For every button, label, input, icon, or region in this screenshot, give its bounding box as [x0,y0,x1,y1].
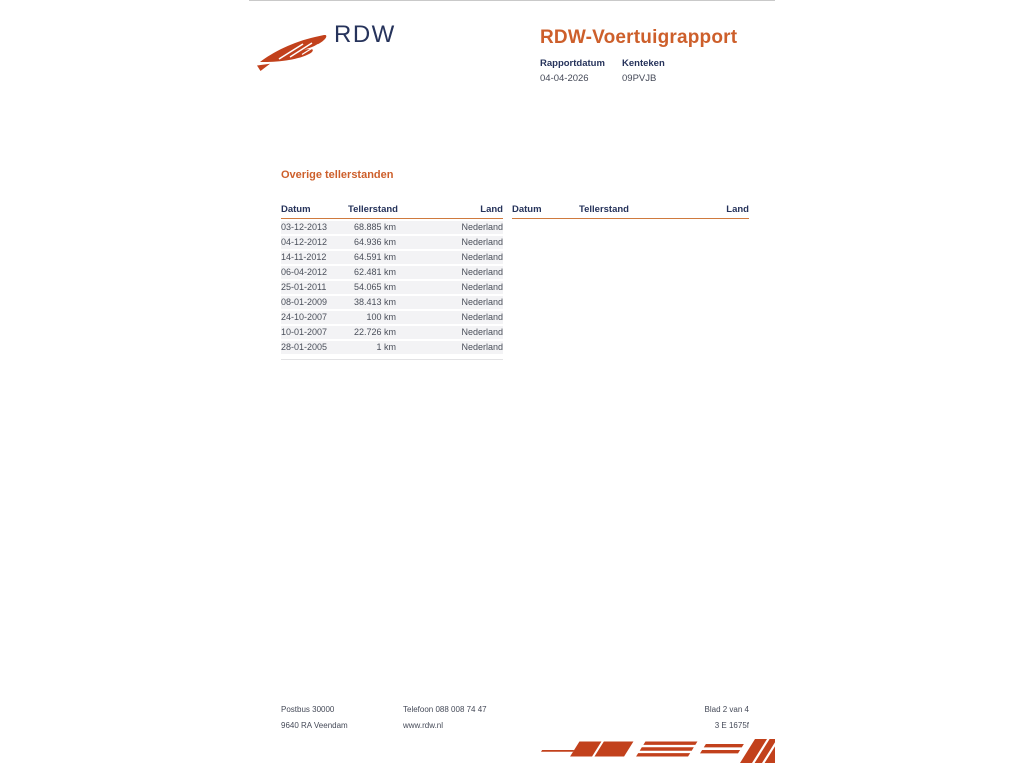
row-tellerstand: 22.726 km [353,327,396,337]
row-land: Nederland [461,237,503,247]
footer-address-line1: Postbus 30000 [281,705,335,714]
footer-phone: Telefoon 088 008 74 47 [403,705,487,714]
row-tellerstand: 62.481 km [353,267,396,277]
column-header-datum: Datum [512,204,542,215]
table-header [281,204,503,219]
left-table-body [281,221,503,354]
row-tellerstand: 54.065 km [353,282,396,292]
row-datum: 06-04-2012 [281,267,328,277]
row-tellerstand: 64.591 km [353,252,396,262]
table-row [281,236,503,249]
row-datum: 14-11-2012 [281,252,327,262]
row-tellerstand: 100 km [366,312,396,322]
row-tellerstand: 1 km [376,342,396,352]
column-header-land: Land [480,204,503,215]
column-header-datum: Datum [281,204,311,215]
row-land: Nederland [461,282,503,292]
odometer-tables [281,204,749,360]
rdw-wing-logo-icon [257,35,331,80]
rdw-wing-stripes-graphic [539,739,775,768]
row-datum: 28-01-2005 [281,342,328,352]
row-land: Nederland [461,267,503,277]
table-row [281,221,503,234]
footer-form-code: 3 E 1675f [714,721,749,730]
page-footer [281,705,749,735]
kenteken-label: Kenteken [622,58,665,69]
footer-page-indicator: Blad 2 van 4 [704,705,749,714]
table-row [281,326,503,339]
row-land: Nederland [461,297,503,307]
report-page [249,0,775,768]
table-row [281,296,503,309]
kenteken-value: 09PVJB [622,73,657,84]
table-header [512,204,749,219]
row-datum: 03-12-2013 [281,222,328,232]
row-tellerstand: 68.885 km [353,222,396,232]
row-land: Nederland [461,252,503,262]
table-row [281,281,503,294]
table-row [281,266,503,279]
report-date-value: 04-04-2026 [540,73,589,84]
row-datum: 08-01-2009 [281,297,328,307]
row-tellerstand: 64.936 km [353,237,396,247]
row-datum: 10-01-2007 [281,327,328,337]
table-row [281,311,503,324]
row-land: Nederland [461,222,503,232]
table-bottom-rule [281,359,503,360]
row-land: Nederland [461,342,503,352]
table-row [281,251,503,264]
row-datum: 04-12-2012 [281,237,328,247]
row-land: Nederland [461,327,503,337]
row-tellerstand: 38.413 km [353,297,396,307]
row-datum: 24-10-2007 [281,312,328,322]
column-header-tellerstand: Tellerstand [579,204,629,215]
column-header-land: Land [726,204,749,215]
odometer-table-left [281,204,503,360]
footer-address-line2: 9640 RA Veendam [281,721,348,730]
footer-website: www.rdw.nl [403,721,444,730]
odometer-table-right [512,204,749,360]
page-title: RDW-Voertuigrapport [540,27,738,48]
row-land: Nederland [461,312,503,322]
row-datum: 25-01-2011 [281,282,327,292]
section-heading: Overige tellerstanden [281,169,394,181]
column-header-tellerstand: Tellerstand [348,204,398,215]
report-date-label: Rapportdatum [540,58,605,69]
rdw-wordmark: RDW [334,21,396,48]
table-row [281,341,503,354]
